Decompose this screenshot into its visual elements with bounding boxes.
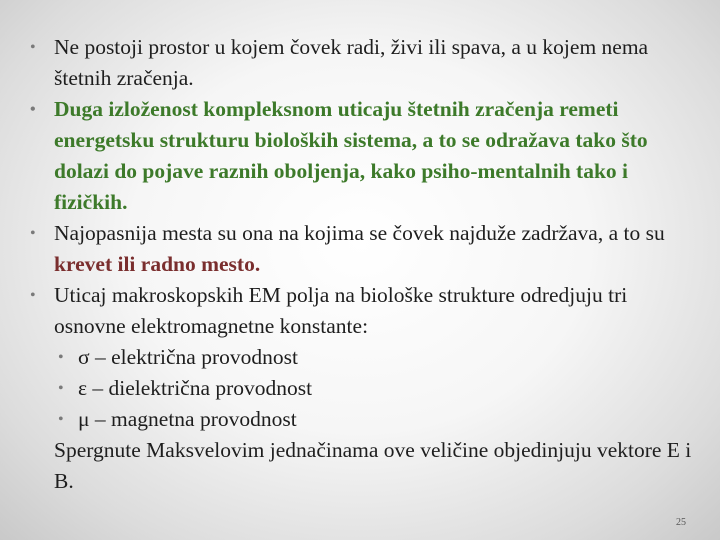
bullet-text-2: Duga izloženost kompleksnom uticaju štetnih zračenja remeti energetsku strukturu bioloških sistema, a to se odražava tako što dolazi do pojave raznih oboljenja, kako psiho-mentalnih tako i fizičkih. [54, 97, 648, 214]
bullet-icon: • [30, 287, 36, 304]
closing-paragraph: Spergnute Maksvelovim jednačinama ove veličine objedinjuju vektore E i B. [54, 438, 692, 493]
bullet-icon: • [30, 39, 36, 56]
bullet-icon: • [58, 411, 64, 428]
sub-item-text: σ – električna provodnost [78, 345, 298, 369]
bullet-text-1: Ne postoji prostor u kojem čovek radi, živi ili spava, a u kojem nema štetnih zračenja. [54, 35, 649, 90]
bullet-icon: • [58, 380, 64, 397]
bullet-icon: • [30, 101, 36, 118]
sub-item-mu [28, 404, 698, 435]
slide-body [28, 32, 698, 497]
bullet-item-3 [28, 218, 698, 280]
bullet-item-1 [28, 32, 698, 94]
bullet-text-3: Najopasnija mesta su ona na kojima se čovek najduže zadržava, a to su [54, 221, 665, 245]
sub-item-text: ε – dielektrična provodnost [78, 376, 313, 400]
sub-item-text: μ – magnetna provodnost [78, 407, 297, 431]
bullet-item-2 [28, 94, 698, 218]
bullet-text-3-highlight: krevet ili radno mesto. [54, 252, 261, 276]
bullet-text-4: Uticaj makroskopskih EM polja na biološke strukture odredjuju tri osnovne elektromagnetne konstante: [54, 283, 628, 338]
bullet-item-4 [28, 280, 698, 342]
sub-item-epsilon [28, 373, 698, 404]
bullet-icon: • [30, 225, 36, 242]
page-number: 25 [676, 517, 686, 528]
sub-item-sigma [28, 342, 698, 373]
bullet-icon: • [58, 349, 64, 366]
